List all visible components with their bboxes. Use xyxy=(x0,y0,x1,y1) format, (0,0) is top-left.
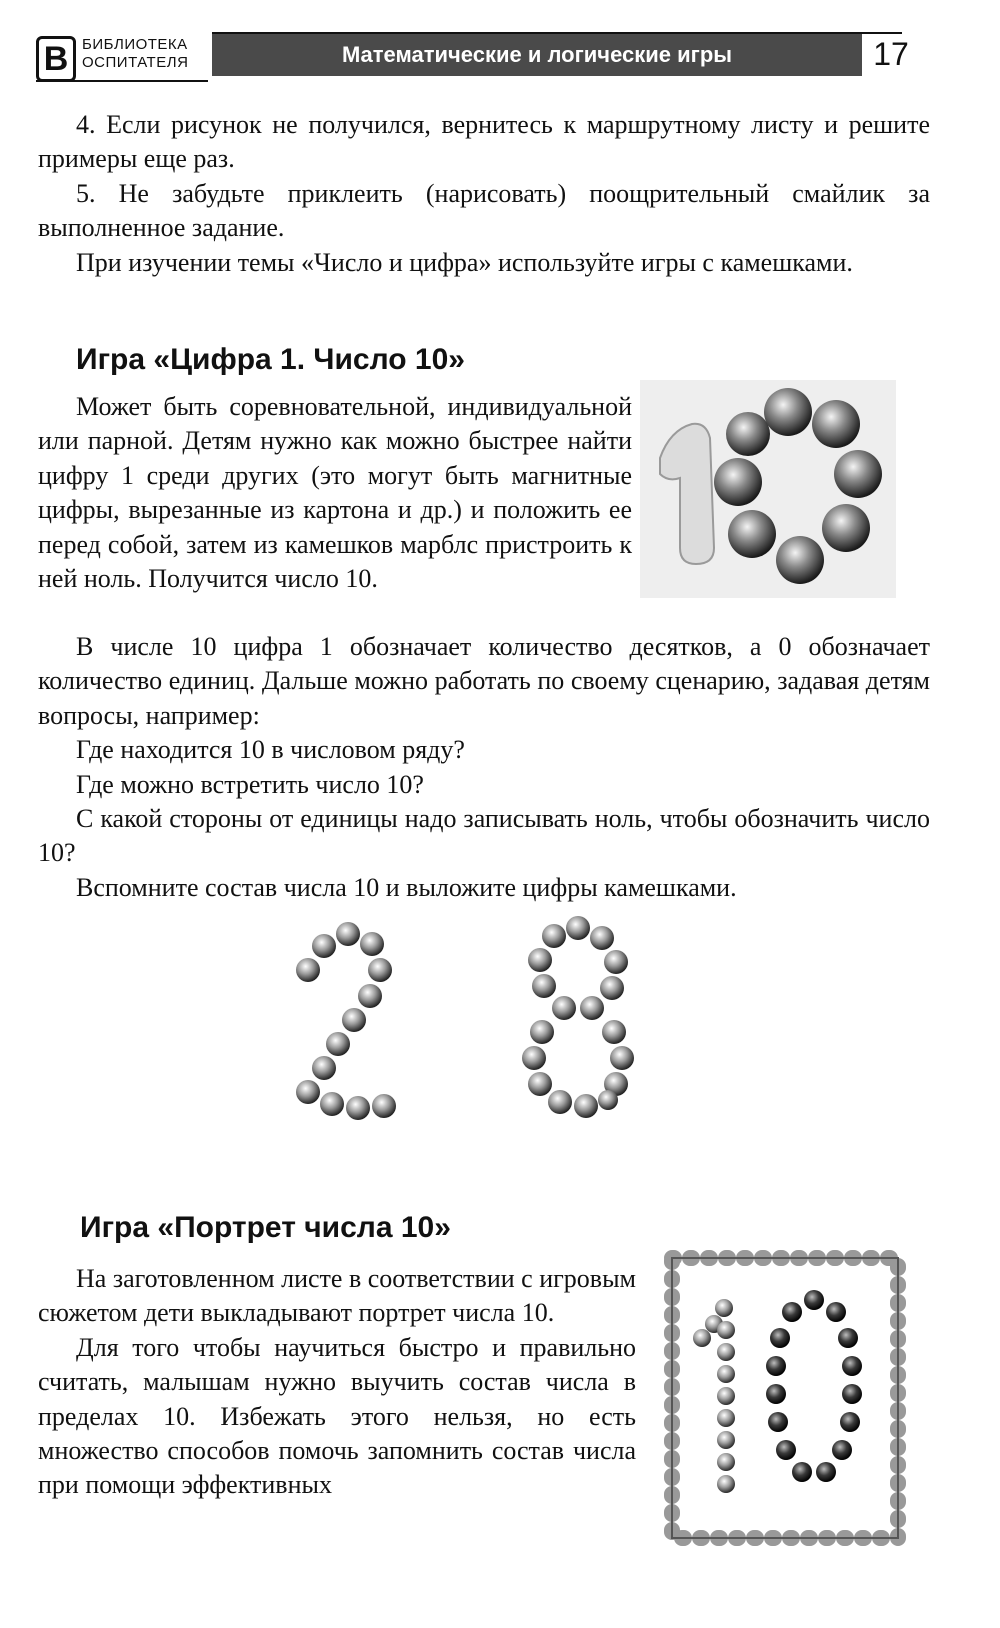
intro-paragraph-3: При изучении темы «Число и цифра» используйте игры с камешками. xyxy=(76,247,853,277)
marble-digit-two xyxy=(296,922,396,1120)
game1-paragraph-3: Вспомните состав числа 10 и выложите цифры камешками. xyxy=(76,872,737,902)
intro-paragraph-1: 4. Если рисунок не получился, вернитесь к маршрутному листу и решите примеры еще раз. xyxy=(38,110,930,174)
game2-text-column xyxy=(38,1262,636,1503)
game2-paragraph-2: Для того чтобы научиться быстро и правильно считать, малышам нужно выучить состав числа в пределах 10. Избежать этого нельзя, но есть множество способов помочь запомнить состав числа при помощи эффективных xyxy=(38,1332,636,1500)
page-header xyxy=(36,32,909,80)
marble-digit-one xyxy=(693,1299,735,1493)
game2-paragraph-1: На заготовленном листе в соответствии с игровым сюжетом дети выкладывают портрет числа 10. xyxy=(38,1264,636,1328)
figure-number-10-marbles xyxy=(640,380,896,598)
series-logo-line2: ОСПИТАТЕЛЯ xyxy=(82,54,189,71)
game1-heading: Игра «Цифра 1. Число 10» xyxy=(76,343,465,376)
intro-text xyxy=(38,108,930,280)
figure-portrait-number-10 xyxy=(664,1250,914,1550)
marble-digit-eight xyxy=(522,916,634,1118)
game1-question-2: Где можно встретить число 10? xyxy=(76,769,424,799)
section-title: Математические и логические игры xyxy=(212,34,862,76)
game1-text-column xyxy=(38,390,632,596)
game1-paragraph-1: Может быть соревновательной, индивидуальной или парной. Детям нужно как можно быстрее найти цифру 1 среди других (это могут быть магнитные цифры, вырезанные из картона и др.) и положить ее перед собой, затем из камешков марблс пристроить к ней ноль. Получится число 10. xyxy=(38,392,632,594)
game1-text-full xyxy=(38,630,930,905)
series-logo-line1: БИБЛИОТЕКА xyxy=(82,36,188,53)
logo-underline xyxy=(36,80,208,82)
game1-question-3: С какой стороны от единицы надо записывать ноль, чтобы обозначить число 10? xyxy=(38,804,930,868)
game1-paragraph-2: В числе 10 цифра 1 обозначает количество десятков, а 0 обозначает количество единиц. Дальше можно работать по своему сценарию, задавая детям вопросы, например: xyxy=(38,632,930,730)
game2-heading: Игра «Портрет числа 10» xyxy=(80,1211,451,1244)
page-number: 17 xyxy=(873,36,909,72)
game1-question-1: Где находится 10 в числовом ряду? xyxy=(76,735,465,765)
intro-paragraph-2: 5. Не забудьте приклеить (нарисовать) поощрительный смайлик за выполненное задание. xyxy=(38,178,930,243)
series-logo-letter: В xyxy=(36,36,76,82)
marble-digit-zero xyxy=(766,1290,862,1482)
series-logo-text xyxy=(82,36,188,72)
figure-digits-2-8-marbles xyxy=(268,910,688,1150)
